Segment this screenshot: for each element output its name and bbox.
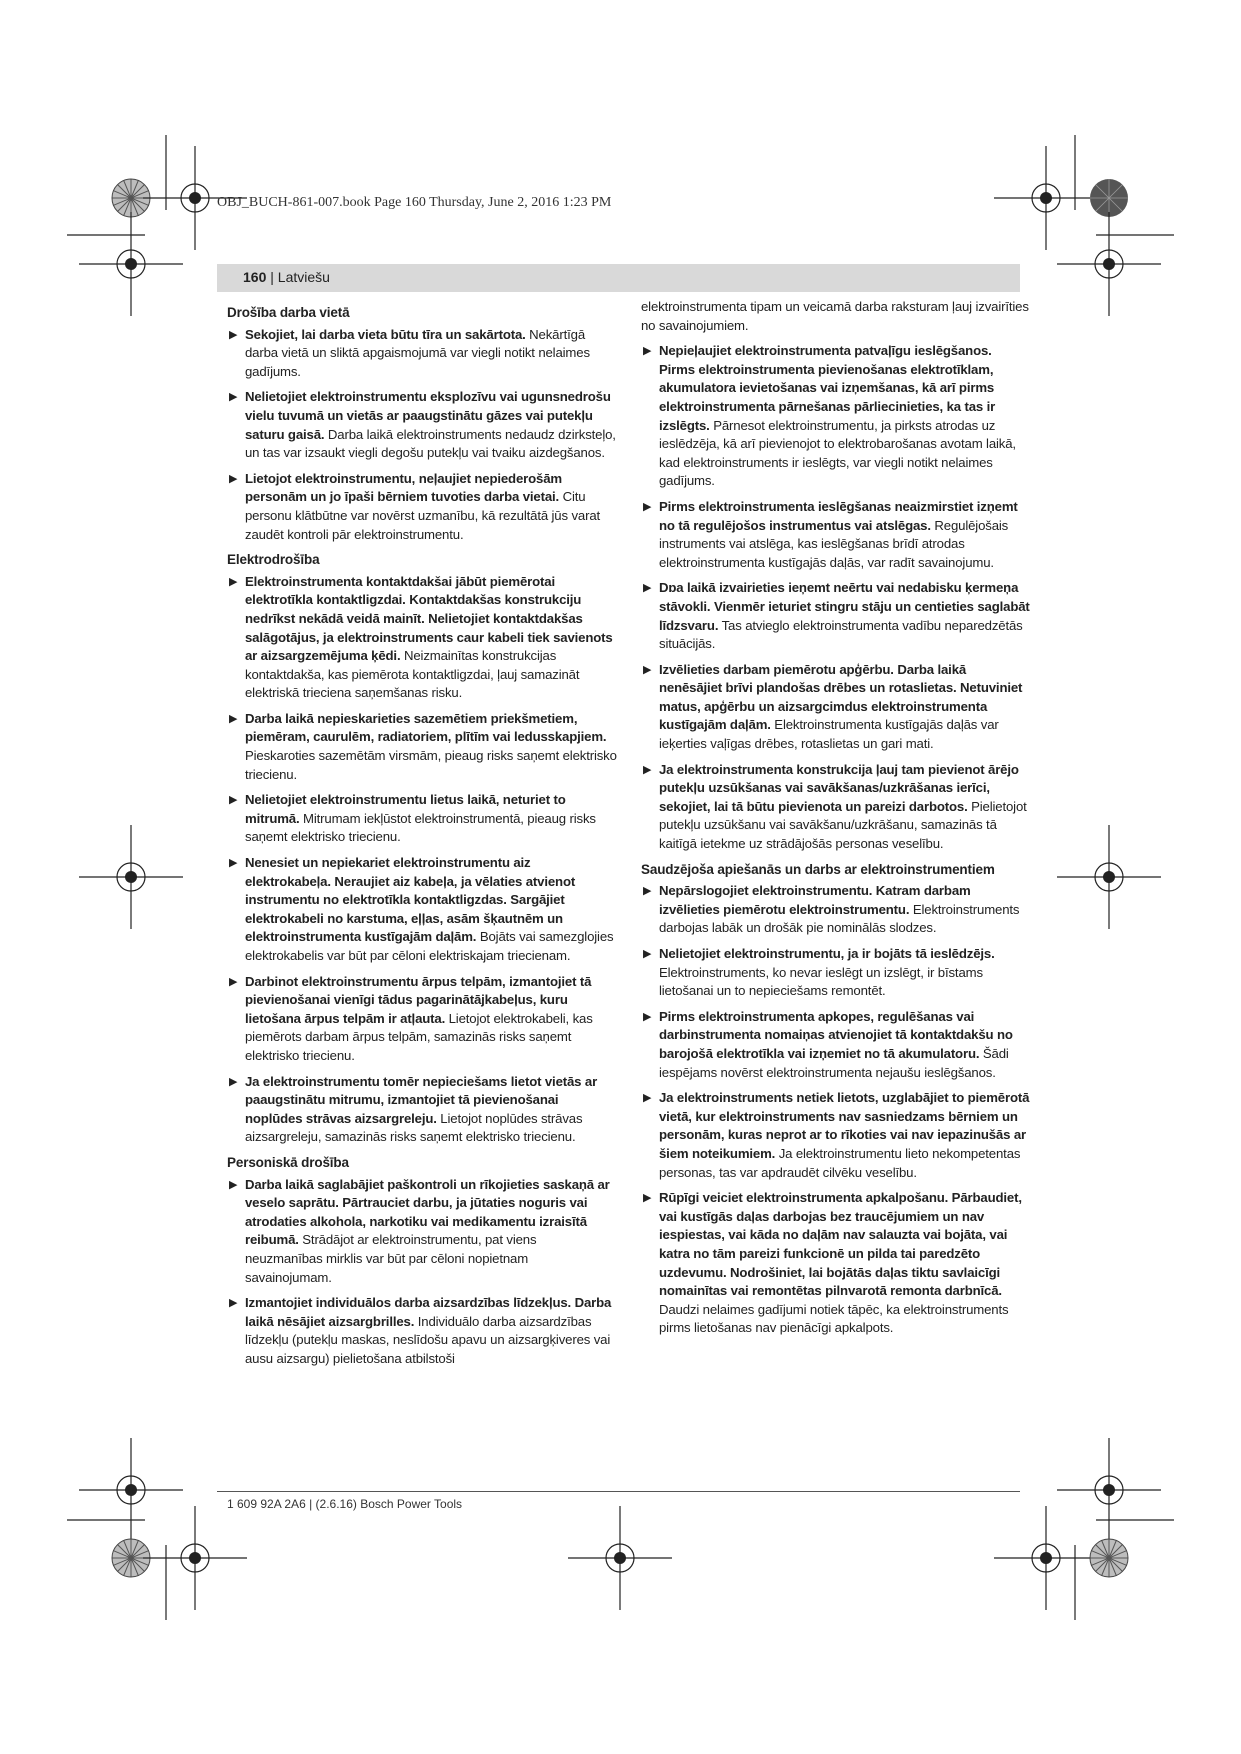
bullet-arrow-icon: ▶	[643, 885, 652, 898]
item-bold: Dɒa laikā izvairieties ieņemt neērtu vai nedabisku ķermeņa stāvokli. Vienmēr ieturiet stingru stāju un centieties saglabāt līdzsvaru.	[659, 580, 1030, 633]
item-bold: Nelietojiet elektroinstrumentu eksplozīvu vai ugunsnedrošu vielu tuvumā un vietās ar paaugstinātu gāzes vai putekļu saturu gaisā.	[245, 389, 611, 442]
item-text: Individuālo darba aizsardzības līdzekļu (putekļu maskas, neslīdošu apavu un aizsargķiveres vai ausu aizsargu) pielietošana atbilstoši	[245, 1313, 611, 1366]
item-bold: Nepārslogojiet elektroinstrumentu. Katram darbam izvēlieties piemērotu elektroinstrumentu.	[659, 883, 971, 917]
list-item	[641, 1189, 1031, 1338]
header-separator: |	[266, 269, 278, 285]
item-text: Šādi iespējams novērst elektroinstrumenta nejaušu ieslēgšanos.	[659, 1045, 1009, 1080]
item-bold: Darba laikā nepieskarieties sazemētiem priekšmetiem, piemēram, caurulēm, radiatoriem, plītīm vai ledusskapjiem.	[245, 710, 607, 745]
list-item	[227, 1176, 617, 1288]
bullet-arrow-icon: ▶	[229, 1075, 238, 1088]
bullet-arrow-icon: ▶	[643, 1192, 652, 1205]
item-text: Elektroinstruments darbojas labāk un drošāk pie nominālās slodzes.	[659, 901, 1020, 936]
slug-line: OBJ_BUCH-861-007.book Page 160 Thursday, June 2, 2016 1:23 PM	[217, 195, 612, 210]
list-item	[641, 761, 1031, 854]
list-item	[641, 661, 1031, 754]
item-bold: Pirms elektroinstrumenta apkopes, regulēšanas vai darbinstrumenta nomaiņas atvienojiet tā kontaktdakšu no barojošā elektrotīkla vai izņemiet no tā akumulatoru.	[659, 1008, 1013, 1061]
bullet-arrow-icon: ▶	[643, 345, 652, 358]
list-item	[227, 710, 617, 784]
bullet-arrow-icon: ▶	[643, 500, 652, 513]
item-text: Nekārtīgā darba vietā un sliktā apgaismojumā var viegli notikt nelaimes gadījums.	[245, 326, 590, 379]
page-header	[243, 269, 330, 285]
list-item	[227, 326, 617, 382]
item-text: Ja elektroinstrumentu lieto nekompetentas personas, tas var apdraudēt cilvēku veselību.	[659, 1145, 1021, 1180]
list-item	[641, 945, 1031, 1001]
item-text: Darba laikā elektroinstruments nedaudz dzirksteļo, un tas var izsaukt viegli degošu putekļu vai tvaiku aizdegšanos.	[245, 426, 616, 461]
item-bold: Nepieļaujiet elektroinstrumenta patvaļīgu ieslēgšanos. Pirms elektroinstrumenta pievienošanas elektrotīklam, akumulatora ievietošanas vai izņemšanas, kā arī pirms elektroinstrumenta pārnešanas pārliecinieties, ka tas ir izslēgts.	[659, 343, 996, 433]
section-heading-careful-use: Saudzējoša apiešanās un darbs ar elektroinstrumentiem	[641, 861, 995, 877]
bullet-arrow-icon: ▶	[229, 1297, 238, 1310]
bullet-arrow-icon: ▶	[643, 582, 652, 595]
item-text: Daudzi nelaimes gadījumi notiek tāpēc, ka elektroinstruments pirms lietošanas nav pienācīgi apkalpots.	[659, 1301, 1009, 1336]
list-item	[227, 973, 617, 1066]
bullet-arrow-icon: ▶	[229, 975, 238, 988]
bullet-arrow-icon: ▶	[643, 1092, 652, 1105]
page-header-bar	[217, 264, 1020, 292]
bullet-arrow-icon: ▶	[229, 328, 238, 341]
list-item	[227, 1294, 617, 1368]
list-item	[641, 498, 1031, 572]
header-language: Latviešu	[277, 269, 330, 285]
list-item	[641, 1089, 1031, 1182]
item-bold: Darba laikā saglabājiet paškontroli un rīkojieties saskaņā ar veselo saprātu. Pārtrauciet darbu, ja jūtaties noguris vai atrodaties alkohola, narkotiku vai medikamentu izraisītā reibumā.	[245, 1176, 610, 1248]
bullet-arrow-icon: ▶	[643, 763, 652, 776]
item-text: Tas atvieglo elektroinstrumenta vadību neparedzētās situācijās.	[659, 617, 1023, 652]
bullet-arrow-icon: ▶	[229, 857, 238, 870]
bullet-arrow-icon: ▶	[229, 472, 238, 485]
footer-rule	[217, 1491, 1020, 1492]
item-text: Neizmainītas konstrukcijas kontaktdakša, kas piemērota kontaktligzdai, ļauj samazināt elektriskā trieciena saņemšanas risku.	[245, 648, 580, 701]
item-text: Pielietojot putekļu uzsūkšanu vai savākšanu/uzkrāšanu, samazinās tā kaitīgā ietekme uz strādājošās personas veselību.	[659, 798, 1027, 852]
bullet-arrow-icon: ▶	[229, 575, 238, 588]
list-item	[641, 882, 1031, 938]
left-column	[227, 298, 617, 1375]
item-text: Bojāts vai samezglojies elektrokabelis var būt par cēloni elektriskajam triecienam.	[245, 929, 614, 963]
item-text: Pieskaroties sazemētām virsmām, pieaug risks saņemt elektrisko triecienu.	[245, 748, 617, 782]
item-bold: Lietojot elektroinstrumentu, neļaujiet nepiederošām personām un jo īpaši bērniem tuvoties darba vietai.	[245, 470, 562, 505]
continued-paragraph: elektroinstrumenta tipam un veicamā darba raksturam ļauj izvairīties no savainojumiem.	[641, 299, 1029, 333]
bullet-arrow-icon: ▶	[229, 1178, 238, 1191]
item-bold: Izmantojiet individuālos darba aizsardzības līdzekļus. Darba laikā nēsājiet aizsargbrilles.	[245, 1295, 612, 1329]
page-number: 160	[243, 269, 267, 285]
list-item	[227, 791, 617, 847]
item-bold: Ja elektroinstrumentu tomēr nepieciešams lietot vietās ar paaugstinātu mitrumu, izmantojiet tā pievienošanai noplūdes strāvas aizsargreleju.	[245, 1073, 598, 1126]
list-item	[227, 470, 617, 544]
item-bold: Ja elektroinstruments netiek lietots, uzglabājiet to piemērotā vietā, kur elektroinstruments nav sasniedzams bērniem un personām, kuras neprot ar to rīkoties vai nav iepazinušās ar šiem noteikumiem.	[659, 1090, 1030, 1161]
bullet-arrow-icon: ▶	[229, 391, 238, 404]
list-item	[641, 342, 1031, 491]
item-text: Lietojot noplūdes strāvas aizsargreleju, samazinās risks saņemt elektrisko triecienu.	[245, 1110, 583, 1145]
item-text: Strādājot ar elektroinstrumentu, pat viens neuzmanības mirklis var būt par cēloni nopietnam savainojumam.	[245, 1232, 537, 1285]
item-bold: Nelietojiet elektroinstrumentu, ja ir bojāts tā ieslēdzējs.	[659, 946, 995, 961]
section-heading-electrical: Elektrodrošība	[227, 552, 320, 568]
page-footer: 1 609 92A 2A6 | (2.6.16) Bosch Power Tools	[227, 1497, 463, 1511]
bullet-arrow-icon: ▶	[229, 794, 238, 807]
list-item	[641, 1008, 1031, 1082]
item-bold: Nelietojiet elektroinstrumentu lietus laikā, neturiet to mitrumā.	[245, 792, 566, 826]
item-bold: Nenesiet un nepiekariet elektroinstrumentu aiz elektrokabeļa. Neraujiet aiz kabeļa, ja vēlaties atvienot instrumentu no elektrotīkla kontaktligzdas. Sargājiet elektrokabeli no karstuma, eļļas, asām šķautnēm un elektroinstrumenta kustīgajām daļām.	[245, 855, 576, 945]
list-item	[227, 1073, 617, 1147]
right-column	[641, 298, 1031, 1345]
bullet-arrow-icon: ▶	[643, 948, 652, 960]
section-heading-work-area: Drošība darba vietā	[227, 305, 350, 320]
item-text: Mitrumam iekļūstot elektroinstrumentā, pieaug risks saņemt elektrisko triecienu.	[245, 810, 596, 845]
bullet-arrow-icon: ▶	[643, 1010, 652, 1023]
list-item	[227, 388, 617, 462]
item-text: Pārnesot elektroinstrumentu, ja pirksts atrodas uz ieslēdzēja, kā arī pievienojot to elektrobarošanas avotam laikā, kad elektroinstruments ir ieslēgts, var viegli notikt nelaimes gadījums.	[659, 417, 1016, 489]
item-text: Elektroinstrumenta kustīgajās daļās var ieķerties vaļīgas drēbes, rotaslietas un gari mati.	[659, 717, 999, 752]
bullet-arrow-icon: ▶	[229, 712, 238, 725]
item-bold: Darbinot elektroinstrumentu ārpus telpām, izmantojiet tā pievienošanai vienīgi tādus pagarinātājkabeļus, kuru lietošana ārpus telpām ir atļauta.	[245, 973, 592, 1026]
item-bold: Elektroinstrumenta kontaktdakšai jābūt piemērotai elektrotīkla kontaktligzdai. Kontaktdakšas konstrukciju nedrīkst nekādā veidā mainīt. Nelietojiet kontaktdakšas salāgotājus, ja elektroinstruments caur kabeli tiek savienots ar aizsargzemējuma ķēdi.	[245, 573, 613, 664]
item-bold: Pirms elektroinstrumenta ieslēgšanas neaizmirstiet izņemt no tā regulējošos instrumentus vai atslēgas.	[659, 498, 1018, 533]
item-text: Citu personu klātbūtne var novērst uzmanību, kā rezultātā jūs varat zaudēt kontroli pār elektroinstrumentu.	[245, 489, 601, 542]
item-bold: Sekojiet, lai darba vieta būtu tīra un sakārtota.	[245, 326, 526, 342]
list-item	[227, 573, 617, 703]
item-text: Elektroinstruments, ko nevar ieslēgt un izslēgt, ir bīstams lietošanai un to nepieciešams remontēt.	[659, 964, 983, 999]
bullet-arrow-icon: ▶	[643, 663, 652, 676]
section-heading-personal: Personiskā drošība	[227, 1154, 349, 1170]
item-text: Lietojot elektrokabeli, kas piemērots darbam ārpus telpām, samazinās risks saņemt elektrisko triecienu.	[245, 1010, 593, 1063]
list-item	[641, 579, 1031, 653]
list-item	[227, 854, 617, 966]
item-bold: Rūpīgi veiciet elektroinstrumenta apkalpošanu. Pārbaudiet, vai kustīgās daļas darbojas bez traucējumiem un nav iespiestas, vai kāda no daļām nav salauzta vai bojāta, vai katra no tām pareizi funkcionē un pilda tai paredzēto uzdevumu. Nodrošiniet, lai bojātās daļas tiktu savlaicīgi nomainītas vai remontētas pilnvarotā remonta darbnīcā.	[659, 1190, 1022, 1299]
item-text: Regulējošais instruments vai atslēga, kas ieslēgšanas brīdī atrodas elektroinstrumenta kustīgajās daļās, var radīt savainojumu.	[659, 517, 1009, 570]
item-bold: Izvēlieties darbam piemērotu apģērbu. Darba laikā nenēsājiet brīvi plandošas drēbes un rotaslietas. Netuviniet matus, apģērbu un aizsargcimdus elektroinstrumenta kustīgajām daļām.	[659, 661, 1023, 733]
item-bold: Ja elektroinstrumenta konstrukcija ļauj tam pievienot ārējo putekļu uzsūkšanas vai savākšanas/uzkrāšanas ierīci, sekojiet, lai tā būtu pievienota un pareizi darbotos.	[659, 761, 1019, 814]
